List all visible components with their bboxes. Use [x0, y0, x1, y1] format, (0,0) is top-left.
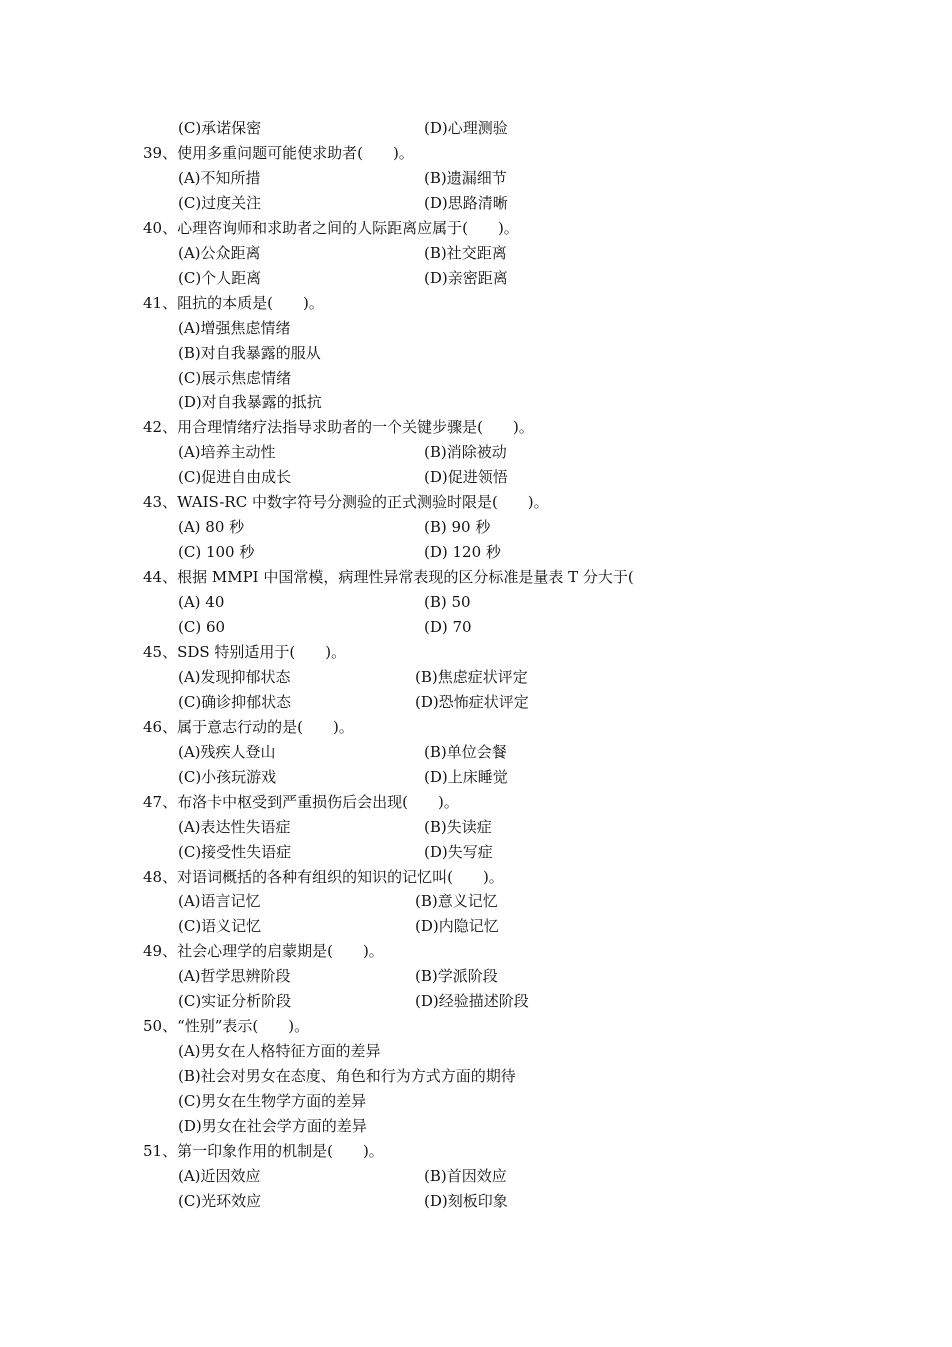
answer-option-right: (D)失写症	[424, 843, 493, 861]
answer-option-left: (A)培养主动性	[178, 443, 276, 461]
answer-option-left: (A)不知所措	[178, 169, 261, 187]
question-stem: 42、用合理情绪疗法指导求助者的一个关键步骤是( )。	[143, 418, 534, 436]
question-stem: 45、SDS 特别适用于( )。	[143, 643, 347, 661]
answer-option-left: (A)公众距离	[178, 244, 261, 262]
answer-option-left: (C)接受性失语症	[178, 843, 292, 861]
answer-option: (D)对自我暴露的抵抗	[178, 393, 322, 411]
answer-option-right: (B) 50	[424, 593, 471, 611]
answer-option: (C)男女在生物学方面的差异	[178, 1092, 367, 1110]
question-stem: 46、属于意志行动的是( )。	[143, 718, 354, 736]
question-stem: 39、使用多重问题可能使求助者( )。	[143, 144, 414, 162]
answer-option-left: (C) 60	[178, 618, 226, 636]
answer-option-right: (D) 120 秒	[424, 543, 501, 561]
answer-option-left: (C)确诊抑郁状态	[178, 693, 292, 711]
answer-option-left: (C)小孩玩游戏	[178, 768, 277, 786]
answer-option: (C)展示焦虑情绪	[178, 369, 292, 387]
answer-option-left: (A)语言记忆	[178, 892, 261, 910]
answer-option-right: (B)单位会餐	[424, 743, 507, 761]
answer-option-left: (C)光环效应	[178, 1192, 262, 1210]
answer-option: (B)社会对男女在态度、角色和行为方式方面的期待	[178, 1067, 516, 1085]
answer-option-right: (B)焦虑症状评定	[415, 668, 528, 686]
question-stem: 43、WAIS-RC 中数字符号分测验的正式测验时限是( )。	[143, 493, 549, 511]
question-stem: 49、社会心理学的启蒙期是( )。	[143, 942, 384, 960]
answer-option-left: (C)实证分析阶段	[178, 992, 292, 1010]
answer-option-right: (D)亲密距离	[424, 269, 508, 287]
answer-option: (A)男女在人格特征方面的差异	[178, 1042, 381, 1060]
answer-option-left: (C)促进自由成长	[178, 468, 292, 486]
answer-option-right: (B)遗漏细节	[424, 169, 507, 187]
answer-option-right: (B)失读症	[424, 818, 492, 836]
question-stem: 44、根据 MMPI 中国常模，病理性异常表现的区分标准是量表 T 分大于(	[143, 568, 634, 586]
answer-option-right: (B) 90 秒	[424, 518, 491, 536]
question-stem: 51、第一印象作用的机制是( )。	[143, 1142, 384, 1160]
answer-option: (B)对自我暴露的服从	[178, 344, 321, 362]
question-stem: 47、布洛卡中枢受到严重损伤后会出现( )。	[143, 793, 459, 811]
answer-option-left: (A)哲学思辨阶段	[178, 967, 291, 985]
answer-option-left: (A)残疾人登山	[178, 743, 276, 761]
answer-option-right: (B)社交距离	[424, 244, 507, 262]
answer-option-left: (C)个人距离	[178, 269, 262, 287]
question-stem: 50、“性别”表示( )。	[143, 1017, 310, 1035]
question-stem: 40、心理咨询师和求助者之间的人际距离应属于( )。	[143, 219, 519, 237]
answer-option: (A)增强焦虑情绪	[178, 319, 291, 337]
answer-option-left: (C) 100 秒	[178, 543, 255, 561]
answer-option-left: (A) 40	[178, 593, 225, 611]
answer-option-left: (A) 80 秒	[178, 518, 245, 536]
answer-option-right: (D)思路清晰	[424, 194, 508, 212]
answer-option-left: (C)语义记忆	[178, 917, 262, 935]
answer-option-right: (D)内隐记忆	[415, 917, 499, 935]
answer-option-left: (C)过度关注	[178, 194, 262, 212]
answer-option-left: (A)近因效应	[178, 1167, 261, 1185]
answer-option: (D)男女在社会学方面的差异	[178, 1117, 367, 1135]
answer-option-right: (D)心理测验	[424, 119, 508, 137]
answer-option-right: (B)意义记忆	[415, 892, 498, 910]
question-stem: 41、阻抗的本质是( )。	[143, 294, 324, 312]
answer-option-right: (D)刻板印象	[424, 1192, 508, 1210]
question-stem: 48、对语词概括的各种有组织的知识的记忆叫( )。	[143, 868, 504, 886]
answer-option-right: (B)学派阶段	[415, 967, 498, 985]
answer-option-left: (A)表达性失语症	[178, 818, 291, 836]
answer-option-right: (D)恐怖症状评定	[415, 693, 529, 711]
answer-option-right: (D)经验描述阶段	[415, 992, 529, 1010]
answer-option-right: (D)上床睡觉	[424, 768, 508, 786]
answer-option-right: (B)消除被动	[424, 443, 507, 461]
answer-option-left: (A)发现抑郁状态	[178, 668, 291, 686]
answer-option-right: (D)促进领悟	[424, 468, 508, 486]
answer-option-right: (B)首因效应	[424, 1167, 507, 1185]
answer-option-left: (C)承诺保密	[178, 119, 262, 137]
answer-option-right: (D) 70	[424, 618, 472, 636]
